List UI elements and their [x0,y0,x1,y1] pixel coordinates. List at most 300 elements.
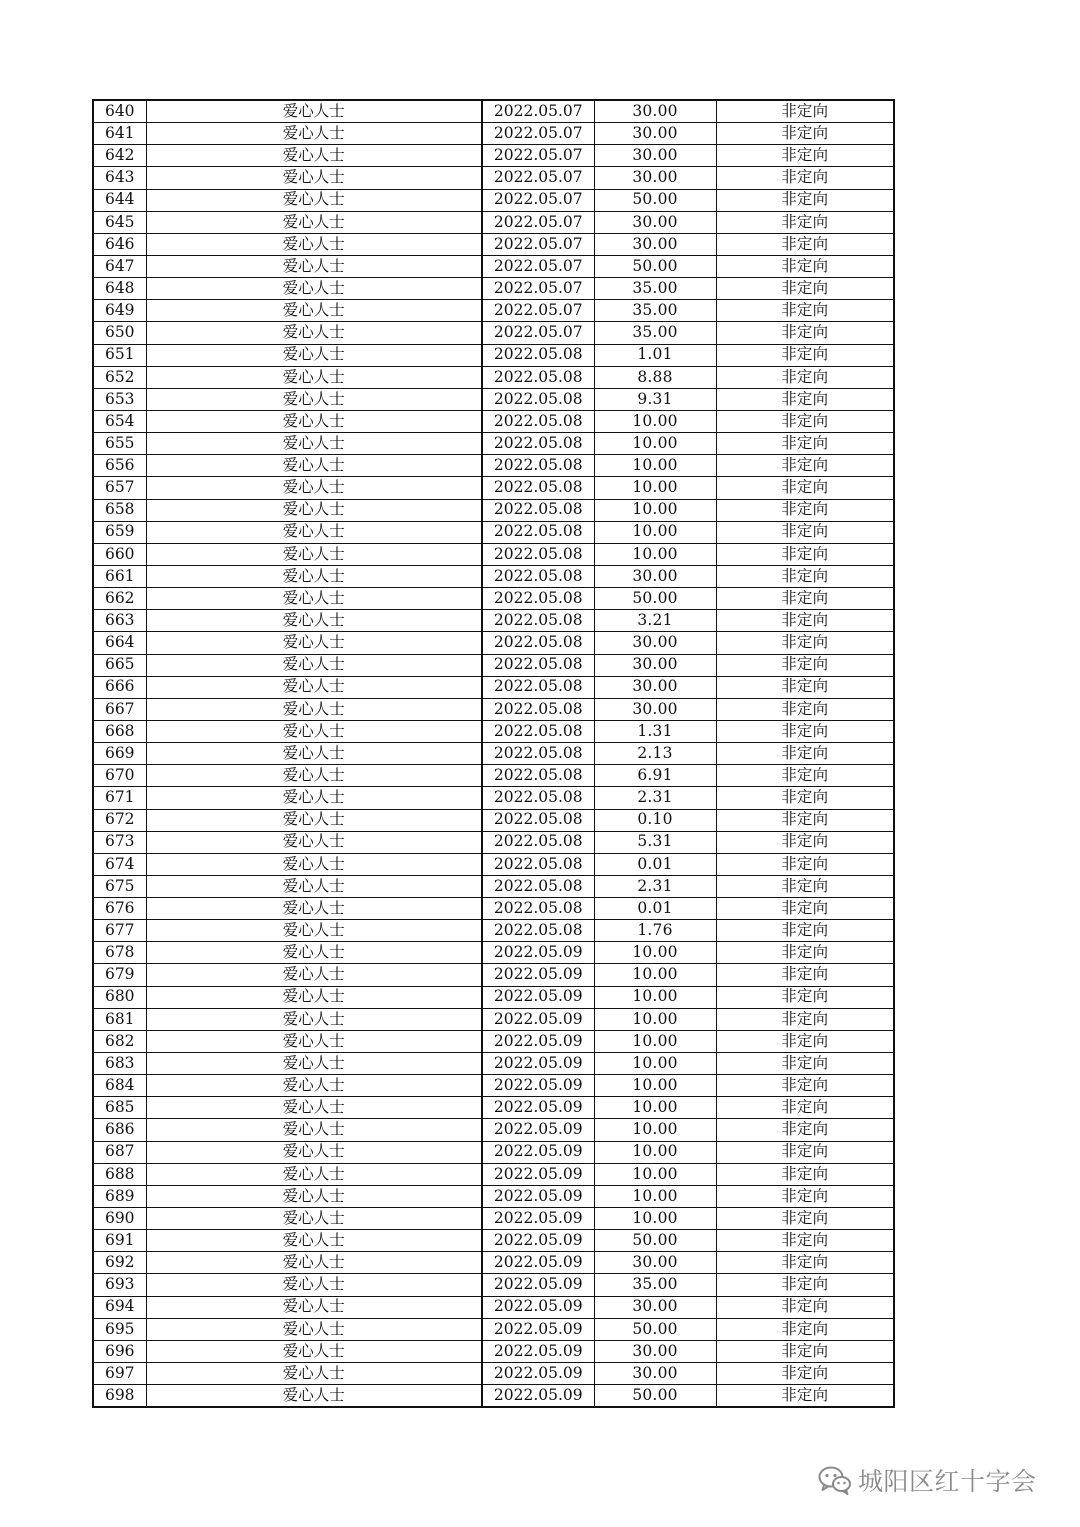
donor-name-cell: 爱心人士 [146,433,482,455]
donation-date-cell: 2022.05.08 [482,920,594,942]
donation-type-cell: 非定向 [716,787,894,809]
donation-type-cell: 非定向 [716,654,894,676]
donation-type-cell: 非定向 [716,499,894,521]
row-index-cell: 659 [93,521,146,543]
donor-name-cell: 爱心人士 [146,1296,482,1318]
wechat-icon [818,1465,852,1495]
donor-name-cell: 爱心人士 [146,167,482,189]
row-index-cell: 642 [93,145,146,167]
donation-date-cell: 2022.05.09 [482,1340,594,1362]
donation-date-cell: 2022.05.07 [482,211,594,233]
amount-cell: 10.00 [594,477,716,499]
donor-name-cell: 爱心人士 [146,698,482,720]
donor-name-cell: 爱心人士 [146,1053,482,1075]
donor-name-cell: 爱心人士 [146,743,482,765]
amount-cell: 10.00 [594,1030,716,1052]
donation-type-cell: 非定向 [716,189,894,211]
row-index-cell: 667 [93,698,146,720]
amount-cell: 50.00 [594,189,716,211]
row-index-cell: 693 [93,1274,146,1296]
donor-name-cell: 爱心人士 [146,942,482,964]
table-row [93,1296,894,1318]
donation-type-cell: 非定向 [716,1141,894,1163]
amount-cell: 50.00 [594,1230,716,1252]
donation-type-cell: 非定向 [716,875,894,897]
donation-type-cell: 非定向 [716,1230,894,1252]
donation-date-cell: 2022.05.08 [482,388,594,410]
row-index-cell: 653 [93,388,146,410]
donor-name-cell: 爱心人士 [146,211,482,233]
donation-date-cell: 2022.05.09 [482,1252,594,1274]
amount-cell: 10.00 [594,1097,716,1119]
donation-date-cell: 2022.05.08 [482,366,594,388]
donor-name-cell: 爱心人士 [146,1185,482,1207]
row-index-cell: 685 [93,1097,146,1119]
amount-cell: 3.21 [594,610,716,632]
row-index-cell: 679 [93,964,146,986]
amount-cell: 35.00 [594,1274,716,1296]
donation-type-cell: 非定向 [716,1008,894,1030]
donation-type-cell: 非定向 [716,1385,894,1408]
row-index-cell: 673 [93,831,146,853]
donor-name-cell: 爱心人士 [146,1008,482,1030]
donation-date-cell: 2022.05.09 [482,1141,594,1163]
donation-date-cell: 2022.05.09 [482,1296,594,1318]
amount-cell: 30.00 [594,676,716,698]
donor-name-cell: 爱心人士 [146,1030,482,1052]
donation-type-cell: 非定向 [716,1053,894,1075]
amount-cell: 30.00 [594,1296,716,1318]
table-row [93,1185,894,1207]
amount-cell: 2.31 [594,787,716,809]
donation-date-cell: 2022.05.07 [482,278,594,300]
amount-cell: 10.00 [594,942,716,964]
table-row [93,1208,894,1230]
amount-cell: 30.00 [594,565,716,587]
row-index-cell: 647 [93,255,146,277]
donor-name-cell: 爱心人士 [146,565,482,587]
table-row [93,942,894,964]
donation-type-cell: 非定向 [716,278,894,300]
table-row [93,123,894,145]
donation-type-cell: 非定向 [716,300,894,322]
donation-type-cell: 非定向 [716,632,894,654]
table-row [93,831,894,853]
donor-name-cell: 爱心人士 [146,1318,482,1340]
donation-type-cell: 非定向 [716,743,894,765]
donation-date-cell: 2022.05.08 [482,654,594,676]
donor-name-cell: 爱心人士 [146,1097,482,1119]
amount-cell: 0.01 [594,898,716,920]
amount-cell: 10.00 [594,1008,716,1030]
donor-name-cell: 爱心人士 [146,322,482,344]
row-index-cell: 651 [93,344,146,366]
donation-date-cell: 2022.05.09 [482,1230,594,1252]
donor-name-cell: 爱心人士 [146,676,482,698]
amount-cell: 1.31 [594,720,716,742]
amount-cell: 50.00 [594,255,716,277]
donor-name-cell: 爱心人士 [146,233,482,255]
donation-date-cell: 2022.05.08 [482,765,594,787]
donor-name-cell: 爱心人士 [146,964,482,986]
row-index-cell: 691 [93,1230,146,1252]
donation-date-cell: 2022.05.08 [482,588,594,610]
amount-cell: 10.00 [594,1053,716,1075]
donor-name-cell: 爱心人士 [146,344,482,366]
donation-type-cell: 非定向 [716,853,894,875]
donor-name-cell: 爱心人士 [146,1208,482,1230]
row-index-cell: 650 [93,322,146,344]
donation-date-cell: 2022.05.07 [482,167,594,189]
row-index-cell: 696 [93,1340,146,1362]
table-row [93,1097,894,1119]
donation-type-cell: 非定向 [716,898,894,920]
donation-type-cell: 非定向 [716,698,894,720]
table-row [93,521,894,543]
donation-type-cell: 非定向 [716,964,894,986]
row-index-cell: 675 [93,875,146,897]
donor-name-cell: 爱心人士 [146,499,482,521]
donation-date-cell: 2022.05.08 [482,455,594,477]
donor-name-cell: 爱心人士 [146,543,482,565]
donation-type-cell: 非定向 [716,543,894,565]
row-index-cell: 694 [93,1296,146,1318]
table-row [93,100,894,123]
row-index-cell: 671 [93,787,146,809]
donation-date-cell: 2022.05.08 [482,676,594,698]
table-row [93,875,894,897]
row-index-cell: 645 [93,211,146,233]
table-row [93,1163,894,1185]
amount-cell: 9.31 [594,388,716,410]
donor-name-cell: 爱心人士 [146,898,482,920]
table-row [93,1385,894,1408]
donation-type-cell: 非定向 [716,322,894,344]
table-row [93,765,894,787]
donation-type-cell: 非定向 [716,1318,894,1340]
donation-date-cell: 2022.05.08 [482,875,594,897]
amount-cell: 0.10 [594,809,716,831]
donor-name-cell: 爱心人士 [146,1252,482,1274]
row-index-cell: 664 [93,632,146,654]
donation-date-cell: 2022.05.08 [482,477,594,499]
row-index-cell: 681 [93,1008,146,1030]
donation-type-cell: 非定向 [716,1296,894,1318]
donor-name-cell: 爱心人士 [146,1230,482,1252]
donor-name-cell: 爱心人士 [146,410,482,432]
donation-type-cell: 非定向 [716,1274,894,1296]
donation-type-cell: 非定向 [716,521,894,543]
amount-cell: 30.00 [594,211,716,233]
donor-name-cell: 爱心人士 [146,632,482,654]
donation-table [92,99,895,1408]
row-index-cell: 676 [93,898,146,920]
table-row [93,167,894,189]
row-index-cell: 692 [93,1252,146,1274]
donor-name-cell: 爱心人士 [146,388,482,410]
donation-date-cell: 2022.05.07 [482,145,594,167]
amount-cell: 50.00 [594,1318,716,1340]
donation-date-cell: 2022.05.08 [482,499,594,521]
donor-name-cell: 爱心人士 [146,809,482,831]
donation-type-cell: 非定向 [716,167,894,189]
donor-name-cell: 爱心人士 [146,100,482,123]
donation-type-cell: 非定向 [716,1119,894,1141]
row-index-cell: 674 [93,853,146,875]
table-row [93,1075,894,1097]
donor-name-cell: 爱心人士 [146,1340,482,1362]
table-row [93,255,894,277]
table-row [93,543,894,565]
table-row [93,698,894,720]
donation-date-cell: 2022.05.09 [482,942,594,964]
donor-name-cell: 爱心人士 [146,1075,482,1097]
amount-cell: 5.31 [594,831,716,853]
donation-type-cell: 非定向 [716,1363,894,1385]
donor-name-cell: 爱心人士 [146,521,482,543]
row-index-cell: 656 [93,455,146,477]
table-row [93,388,894,410]
donation-date-cell: 2022.05.08 [482,610,594,632]
table-row [93,743,894,765]
donor-name-cell: 爱心人士 [146,123,482,145]
table-row [93,1141,894,1163]
table-row [93,588,894,610]
donor-name-cell: 爱心人士 [146,366,482,388]
amount-cell: 35.00 [594,278,716,300]
amount-cell: 30.00 [594,233,716,255]
table-row [93,189,894,211]
donation-date-cell: 2022.05.09 [482,1097,594,1119]
table-row [93,1030,894,1052]
amount-cell: 1.76 [594,920,716,942]
donation-type-cell: 非定向 [716,809,894,831]
row-index-cell: 678 [93,942,146,964]
donation-date-cell: 2022.05.08 [482,410,594,432]
row-index-cell: 646 [93,233,146,255]
donor-name-cell: 爱心人士 [146,255,482,277]
table-row [93,986,894,1008]
donation-type-cell: 非定向 [716,100,894,123]
donation-type-cell: 非定向 [716,211,894,233]
donation-date-cell: 2022.05.09 [482,1318,594,1340]
donation-date-cell: 2022.05.09 [482,1185,594,1207]
donation-type-cell: 非定向 [716,477,894,499]
table-row [93,1274,894,1296]
table-row [93,477,894,499]
amount-cell: 50.00 [594,588,716,610]
donation-type-cell: 非定向 [716,233,894,255]
donation-date-cell: 2022.05.09 [482,1208,594,1230]
donation-type-cell: 非定向 [716,1340,894,1362]
table-row [93,720,894,742]
donation-date-cell: 2022.05.07 [482,322,594,344]
amount-cell: 10.00 [594,433,716,455]
amount-cell: 0.01 [594,853,716,875]
donation-date-cell: 2022.05.07 [482,189,594,211]
donation-date-cell: 2022.05.09 [482,1030,594,1052]
donor-name-cell: 爱心人士 [146,831,482,853]
donor-name-cell: 爱心人士 [146,1363,482,1385]
amount-cell: 30.00 [594,123,716,145]
donor-name-cell: 爱心人士 [146,278,482,300]
table-row [93,964,894,986]
row-index-cell: 669 [93,743,146,765]
row-index-cell: 648 [93,278,146,300]
table-row [93,1053,894,1075]
donation-date-cell: 2022.05.08 [482,787,594,809]
donation-type-cell: 非定向 [716,123,894,145]
donation-type-cell: 非定向 [716,720,894,742]
amount-cell: 1.01 [594,344,716,366]
row-index-cell: 661 [93,565,146,587]
table-row [93,1252,894,1274]
table-row [93,211,894,233]
donation-type-cell: 非定向 [716,1185,894,1207]
donation-type-cell: 非定向 [716,565,894,587]
donor-name-cell: 爱心人士 [146,853,482,875]
row-index-cell: 697 [93,1363,146,1385]
donation-date-cell: 2022.05.08 [482,853,594,875]
row-index-cell: 660 [93,543,146,565]
donor-name-cell: 爱心人士 [146,787,482,809]
table-row [93,920,894,942]
donation-date-cell: 2022.05.07 [482,123,594,145]
row-index-cell: 641 [93,123,146,145]
table-row [93,898,894,920]
table-row [93,809,894,831]
row-index-cell: 698 [93,1385,146,1408]
donation-date-cell: 2022.05.08 [482,344,594,366]
donation-date-cell: 2022.05.09 [482,964,594,986]
amount-cell: 10.00 [594,1208,716,1230]
donation-date-cell: 2022.05.08 [482,898,594,920]
row-index-cell: 687 [93,1141,146,1163]
amount-cell: 8.88 [594,366,716,388]
donation-date-cell: 2022.05.09 [482,1008,594,1030]
table-row [93,455,894,477]
donation-table-body [93,100,894,1407]
donor-name-cell: 爱心人士 [146,875,482,897]
table-row [93,1363,894,1385]
donation-type-cell: 非定向 [716,433,894,455]
row-index-cell: 683 [93,1053,146,1075]
donation-type-cell: 非定向 [716,765,894,787]
donor-name-cell: 爱心人士 [146,1385,482,1408]
donation-type-cell: 非定向 [716,1163,894,1185]
table-row [93,1119,894,1141]
row-index-cell: 666 [93,676,146,698]
amount-cell: 50.00 [594,1385,716,1408]
table-row [93,1318,894,1340]
row-index-cell: 643 [93,167,146,189]
amount-cell: 10.00 [594,455,716,477]
amount-cell: 10.00 [594,986,716,1008]
row-index-cell: 686 [93,1119,146,1141]
table-row [93,366,894,388]
row-index-cell: 680 [93,986,146,1008]
row-index-cell: 663 [93,610,146,632]
row-index-cell: 657 [93,477,146,499]
donation-date-cell: 2022.05.08 [482,743,594,765]
donation-type-cell: 非定向 [716,410,894,432]
donation-type-cell: 非定向 [716,344,894,366]
donation-date-cell: 2022.05.07 [482,100,594,123]
donation-date-cell: 2022.05.07 [482,300,594,322]
row-index-cell: 649 [93,300,146,322]
amount-cell: 6.91 [594,765,716,787]
donation-date-cell: 2022.05.08 [482,433,594,455]
table-row [93,278,894,300]
donation-date-cell: 2022.05.09 [482,1385,594,1408]
amount-cell: 2.31 [594,875,716,897]
donation-date-cell: 2022.05.07 [482,233,594,255]
donation-type-cell: 非定向 [716,588,894,610]
donation-type-cell: 非定向 [716,1097,894,1119]
table-row [93,654,894,676]
donor-name-cell: 爱心人士 [146,588,482,610]
amount-cell: 10.00 [594,1075,716,1097]
table-row [93,344,894,366]
table-row [93,499,894,521]
donor-name-cell: 爱心人士 [146,1163,482,1185]
donor-name-cell: 爱心人士 [146,300,482,322]
table-row [93,322,894,344]
amount-cell: 30.00 [594,100,716,123]
table-row [93,1340,894,1362]
donation-type-cell: 非定向 [716,455,894,477]
amount-cell: 30.00 [594,1252,716,1274]
account-watermark [818,1460,1037,1500]
row-index-cell: 644 [93,189,146,211]
donation-date-cell: 2022.05.09 [482,1119,594,1141]
donation-date-cell: 2022.05.08 [482,831,594,853]
donation-date-cell: 2022.05.08 [482,543,594,565]
amount-cell: 30.00 [594,1363,716,1385]
amount-cell: 2.13 [594,743,716,765]
amount-cell: 30.00 [594,698,716,720]
table-row [93,410,894,432]
amount-cell: 10.00 [594,521,716,543]
amount-cell: 10.00 [594,410,716,432]
row-index-cell: 665 [93,654,146,676]
donation-type-cell: 非定向 [716,986,894,1008]
row-index-cell: 658 [93,499,146,521]
row-index-cell: 654 [93,410,146,432]
donor-name-cell: 爱心人士 [146,654,482,676]
amount-cell: 10.00 [594,964,716,986]
donation-date-cell: 2022.05.08 [482,698,594,720]
donor-name-cell: 爱心人士 [146,1119,482,1141]
donor-name-cell: 爱心人士 [146,455,482,477]
row-index-cell: 640 [93,100,146,123]
amount-cell: 30.00 [594,167,716,189]
amount-cell: 10.00 [594,1141,716,1163]
donation-date-cell: 2022.05.08 [482,720,594,742]
donation-type-cell: 非定向 [716,831,894,853]
table-row [93,145,894,167]
table-row [93,1008,894,1030]
row-index-cell: 684 [93,1075,146,1097]
amount-cell: 35.00 [594,322,716,344]
table-row [93,676,894,698]
donation-date-cell: 2022.05.08 [482,632,594,654]
donor-name-cell: 爱心人士 [146,765,482,787]
donor-name-cell: 爱心人士 [146,1274,482,1296]
donation-type-cell: 非定向 [716,1030,894,1052]
donation-date-cell: 2022.05.09 [482,1075,594,1097]
row-index-cell: 689 [93,1185,146,1207]
